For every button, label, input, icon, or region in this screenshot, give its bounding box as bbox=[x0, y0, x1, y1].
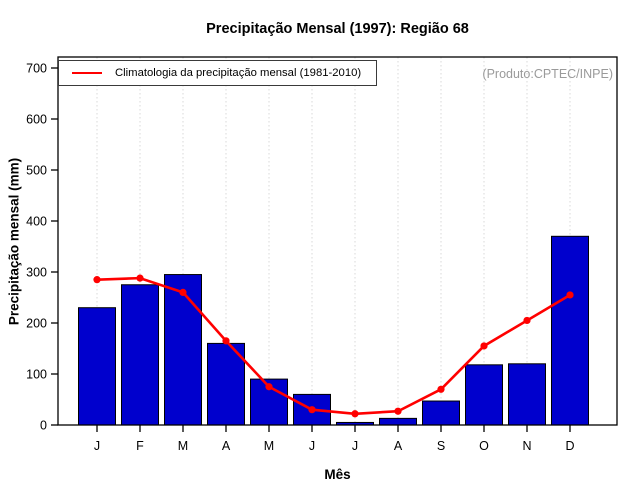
climatology-point bbox=[308, 406, 315, 413]
x-tick-label: A bbox=[221, 439, 231, 453]
climatology-point bbox=[136, 275, 143, 282]
x-tick-label: J bbox=[93, 439, 101, 453]
bar-month-S bbox=[423, 401, 460, 425]
x-tick-label: F bbox=[136, 439, 144, 453]
y-tick-label: 0 bbox=[40, 418, 47, 433]
climatology-point bbox=[265, 383, 272, 390]
bar-month-O bbox=[466, 365, 503, 425]
x-tick-label: M bbox=[177, 439, 189, 453]
bar-month-F bbox=[122, 285, 159, 425]
climatology-point bbox=[523, 317, 530, 324]
y-tick-label: 600 bbox=[26, 112, 47, 127]
y-tick-label: 300 bbox=[26, 265, 47, 280]
bar-month-M bbox=[165, 275, 202, 425]
climatology-point bbox=[351, 410, 358, 417]
y-axis-title: Precipitação mensal (mm) bbox=[6, 157, 22, 326]
legend-label: Climatologia da precipitação mensal (1981-2010) bbox=[115, 67, 362, 79]
y-tick-label: 200 bbox=[26, 316, 47, 331]
legend-line-swatch bbox=[72, 72, 102, 74]
x-tick-label: J bbox=[351, 439, 359, 453]
bar-month-J bbox=[79, 308, 116, 425]
bar-month-A bbox=[380, 418, 417, 425]
climatology-point bbox=[437, 386, 444, 393]
x-tick-label: A bbox=[393, 439, 403, 453]
x-tick-label: D bbox=[565, 439, 575, 453]
y-tick-label: 700 bbox=[26, 61, 47, 76]
climatology-point bbox=[222, 337, 229, 344]
x-tick-label: J bbox=[308, 439, 316, 453]
climatology-point bbox=[179, 289, 186, 296]
climatology-point bbox=[480, 342, 487, 349]
watermark-text: (Produto:CPTEC/INPE) bbox=[482, 67, 613, 81]
x-tick-label: N bbox=[522, 439, 532, 453]
climatology-point bbox=[394, 408, 401, 415]
y-tick-label: 100 bbox=[26, 367, 47, 382]
bar-month-D bbox=[552, 236, 589, 425]
y-tick-label: 400 bbox=[26, 214, 47, 229]
climatology-point bbox=[93, 276, 100, 283]
bar-month-N bbox=[509, 364, 546, 425]
x-tick-label: S bbox=[436, 439, 446, 453]
legend-box bbox=[58, 60, 377, 86]
x-axis-title: Mês bbox=[324, 467, 351, 482]
x-tick-label: M bbox=[263, 439, 275, 453]
x-tick-label: O bbox=[479, 439, 489, 453]
y-tick-label: 500 bbox=[26, 163, 47, 178]
climatology-point bbox=[566, 291, 573, 298]
chart-title: Precipitação Mensal (1997): Região 68 bbox=[206, 21, 469, 37]
